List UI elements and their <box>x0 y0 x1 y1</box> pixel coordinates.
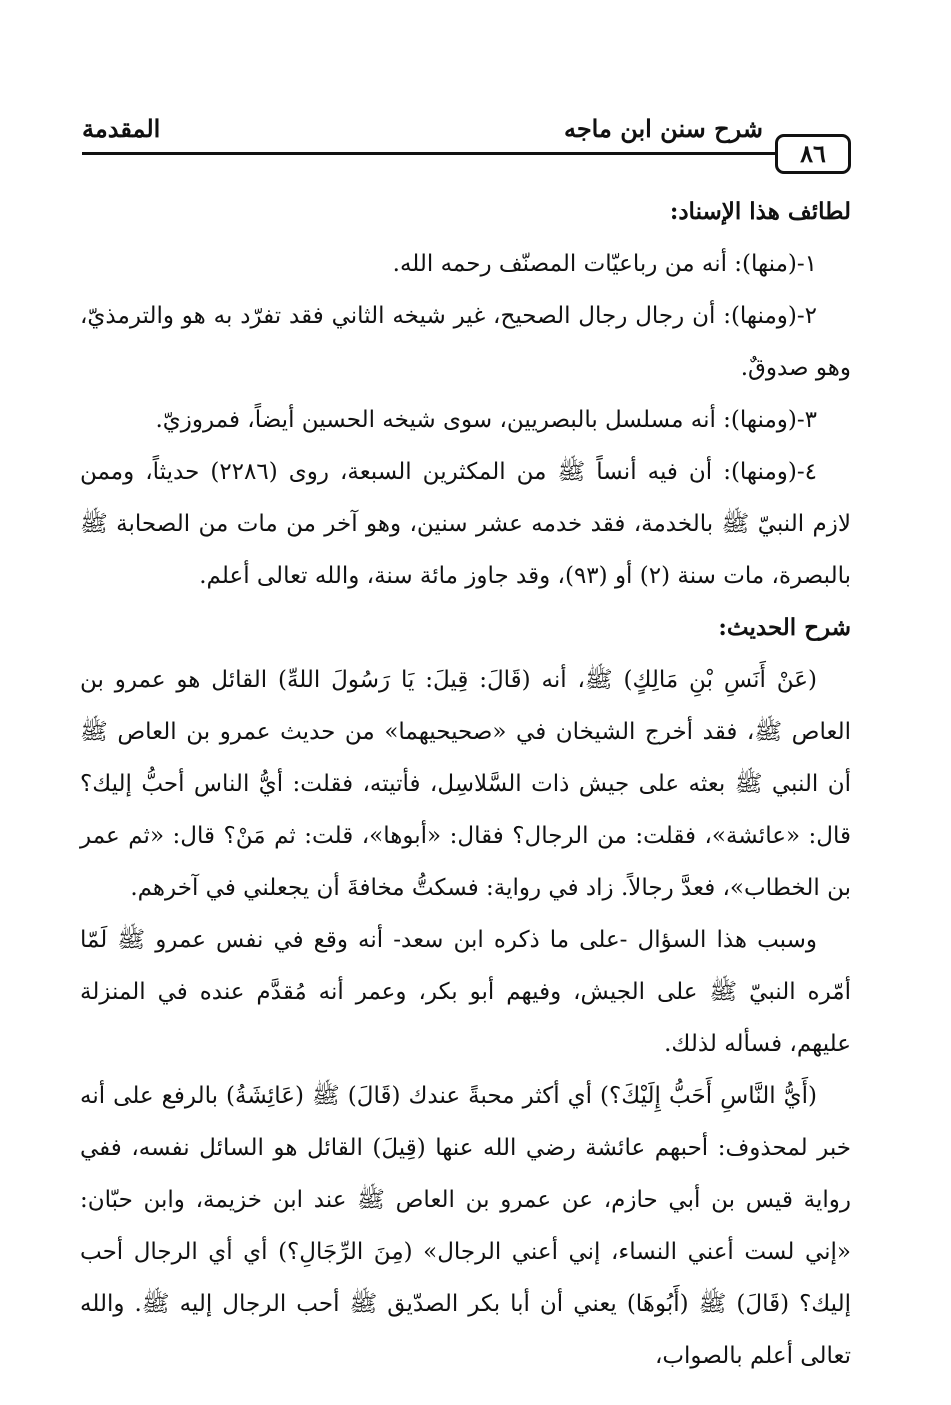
header-rule <box>82 152 849 155</box>
paragraph-4: ٤-(ومنها): أن فيه أنساً ﷺ من المكثرين السبعة، روى (٢٢٨٦) حديثاً، وممن لازم النبيّ ﷺ بالخدمة، فقد خدمه عشر سنين، وهو آخر من مات من الصحابة ﷺ بالبصرة، مات سنة (٢) أو (٩٣)، وقد جاوز مائة سنة، والله تعالى أعلم. <box>80 459 851 589</box>
paragraph-1: ١-(منها): أنه من رباعيّات المصنّف رحمه الله. <box>392 251 817 277</box>
paragraph-2: ٢-(ومنها): أن رجال رجال الصحيح، غير شيخه الثاني فقد تفرّد به هو والترمذيّ، وهو صدوقٌ. <box>80 303 851 381</box>
paragraph-5: (عَنْ أَنَسِ بْنِ مَالِكٍ) ﷺ، أنه (قَالَ: قِيلَ: يَا رَسُولَ اللهِّ) القائل هو عمرو بن العاص ﷺ، فقد أخرج الشيخان في «صحيحيهما» من حديث عمرو بن العاص ﷺ أن النبي ﷺ بعثه على جيش ذات السَّلاسِل، فأتيته، فقلت: أيُّ الناس أحبُّ إليك؟ قال: «عائشة»، فقلت: من الرجال؟ فقال: «أبوها»، قلت: ثم مَنْ؟ قال: «ثم عمر بن الخطاب»، فعدَّ رجالاً. زاد في رواية: فسكتُّ مخافةَ أن يجعلني في آخرهم. <box>80 667 851 901</box>
heading-isnad-subtleties: لطائف هذا الإسناد: <box>669 198 851 225</box>
paragraph-3: ٣-(ومنها): أنه مسلسل بالبصريين، سوى شيخه الحسين أيضاً، فمروزيّ. <box>155 407 817 433</box>
book-title: شرح سنن ابن ماجه <box>563 114 763 143</box>
page-number: ٨٦ <box>775 134 851 174</box>
heading-hadith-explanation: شرح الحديث: <box>718 614 851 641</box>
section-name: المقدمة <box>82 114 161 143</box>
paragraph-7: (أَيُّ النَّاسِ أَحَبُّ إِلَيْكَ؟) أي أكثر محبةً عندك (قَالَ) ﷺ (عَائِشَةُ) بالرفع على أنه خبر لمحذوف: أحبهم عائشة رضي الله عنها (قِيلَ) القائل هو السائل نفسه، ففي رواية قيس بن أبي حازم، عن عمرو بن العاص ﷺ عند ابن خزيمة، وابن حبّان: «إني لست أعني النساء، إني أعني الرجال» (مِنَ الرِّجَالِ؟) أي أي الرجال أحب إليك؟ (قَالَ) ﷺ (أَبُوهَا) يعني أن أبا بكر الصدّيق ﷺ أحب الرجال إليه ﷺ. والله تعالى أعلم بالصواب، <box>80 1083 851 1369</box>
page-header <box>82 108 851 168</box>
page-body <box>80 186 851 1382</box>
paragraph-6: وسبب هذا السؤال -على ما ذكره ابن سعد- أنه وقع في نفس عمرو ﷺ لَمّا أمّره النبيّ ﷺ على الجيش، وفيهم أبو بكر، وعمر أنه مُقدَّم عنده في المنزلة عليهم، فسأله لذلك. <box>80 927 851 1057</box>
